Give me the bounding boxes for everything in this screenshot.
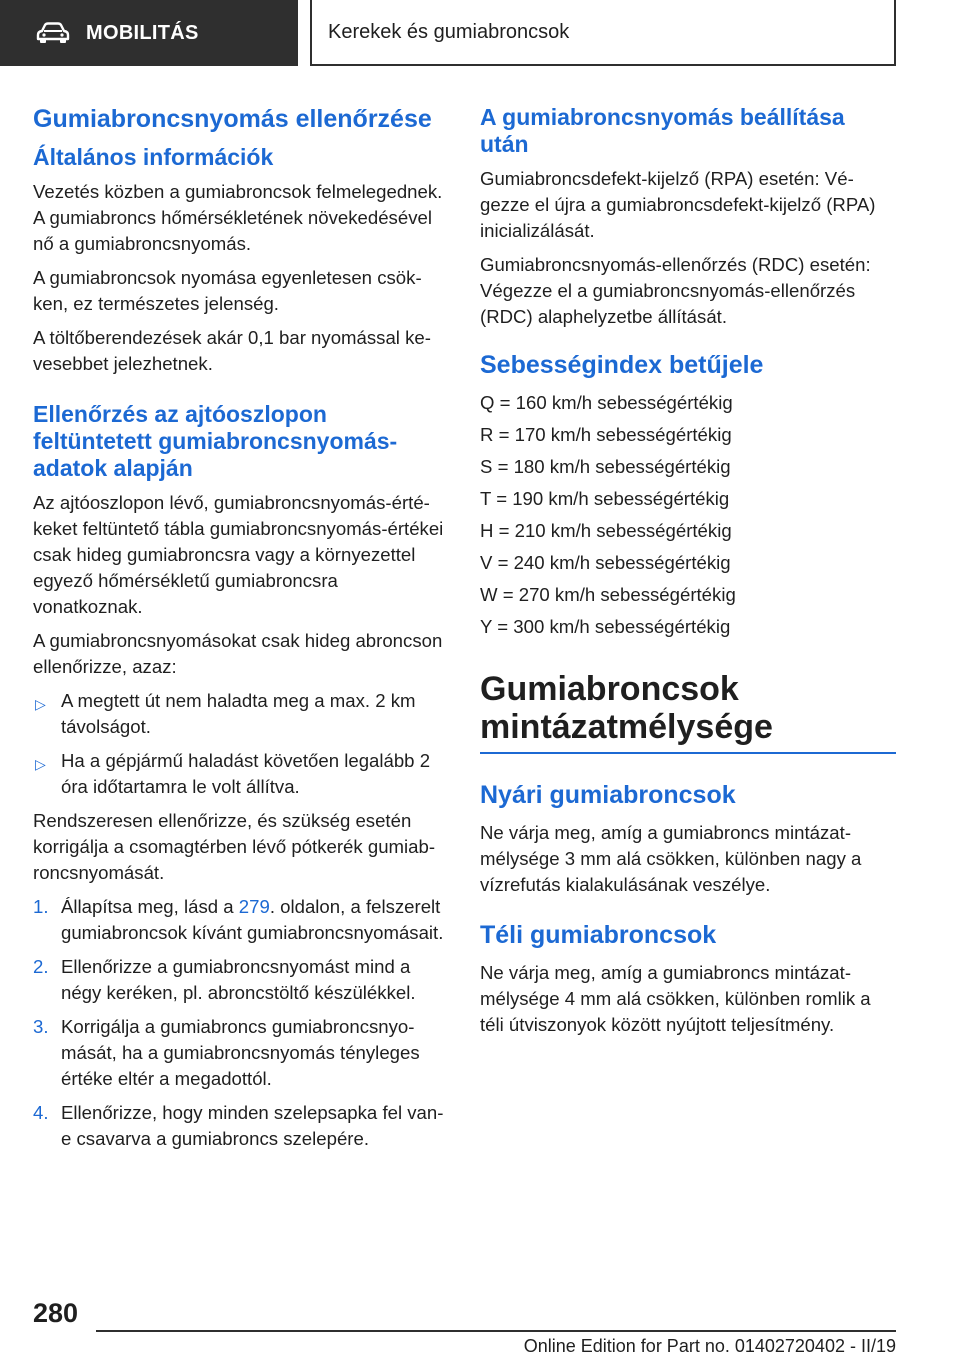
triangle-bullet-icon: ▷	[35, 756, 46, 772]
page-reference-link[interactable]: 279	[238, 896, 270, 917]
steps-list	[33, 894, 449, 1152]
triangle-bullet-icon: ▷	[35, 696, 46, 712]
speed-index-item: T = 190 km/h sebességértékig	[480, 488, 730, 509]
list-item: ▷ Ha a gépjármű haladást követően legalább 2 óra időtartamra le volt állítva.	[35, 750, 431, 797]
page-footer	[0, 1290, 960, 1362]
after-adjust-heading: A gumiabroncsnyomás beállítása után	[480, 104, 845, 157]
step-item: 2. Ellenőrizze a gumiabroncsnyomást mind a négy keréken, pl. abroncstöltő készülékkel.	[33, 956, 416, 1003]
speed-index-item: S = 180 km/h sebességértékig	[480, 456, 731, 477]
step-item: 3. Korrigálja a gumiabroncs gumiabroncsnyomását, ha a gumiabroncsnyomás tényleges értéke eltér a megadottól.	[33, 1016, 420, 1089]
page-header	[0, 0, 960, 66]
edition-text: Online Edition for Part no. 01402720402 - II/19	[523, 1336, 896, 1356]
paragraph: Ne várja meg, amíg a gumiabroncs mintázatmélysége 4 mm alá csökken, különben romlik a téli útviszonyok között nyújtott teljesítmény.	[480, 962, 871, 1035]
footer-divider	[96, 1330, 896, 1332]
paragraph: Gumiabroncsdefekt-kijelző (RPA) esetén: Végezze el újra a gumiabroncsdefekt-kijelző (RPA) inicializálását.	[480, 168, 876, 241]
chapter-tab	[310, 0, 896, 66]
door-pillar-heading: Ellenőrzés az ajtóoszlopon feltüntetett gumiabroncsnyomásadatok alapján	[33, 401, 398, 481]
step-number: 4.	[33, 1102, 49, 1123]
speed-index-item: R = 170 km/h sebességértékig	[480, 424, 732, 445]
chapter-label: Kerekek és gumiabroncsok	[328, 20, 570, 43]
speed-index-item: V = 240 km/h sebességértékig	[480, 552, 731, 573]
speed-index-item: Y = 300 km/h sebességértékig	[480, 616, 731, 637]
right-column	[480, 98, 896, 1046]
general-info-heading: Általános információk	[33, 144, 274, 170]
paragraph: Gumiabroncsnyomás-ellenőrzés (RDC) esetén: Végezze el a gumiabroncsnyomás-ellenőrzés (RDC) alaphelyzetbe állítását.	[480, 254, 871, 327]
step-number: 3.	[33, 1016, 49, 1037]
section-title: Gumiabroncsnyomás ellenőrzése	[33, 105, 432, 133]
paragraph: Ne várja meg, amíg a gumiabroncs mintázatmélysége 3 mm alá csökken, különben nagy a vízrefutás kialakulásának veszélye.	[480, 822, 862, 895]
speed-index-item: W = 270 km/h sebességértékig	[480, 584, 736, 605]
summer-tires-heading: Nyári gumiabroncsok	[480, 781, 736, 809]
paragraph: Az ajtóoszlopon lévő, gumiabroncsnyomás-értékeket feltüntető tábla gumiabroncsnyomás-értékei csak hideg gumiabroncsra vagy a környezettel egyező hőmérsékletű gumiabroncsra vonatkoznak.	[33, 492, 444, 617]
step-number: 2.	[33, 956, 49, 977]
speed-index-heading: Sebességindex betűjele	[480, 351, 764, 379]
paragraph: A töltőberendezések akár 0,1 bar nyomással kevesebbet jelezhetnek.	[33, 327, 431, 374]
step-item: 1. Állapítsa meg, lásd a 279. oldalon, a felszerelt gumiabroncsok kívánt gumiabroncsnyomásait.	[33, 896, 444, 943]
step-number: 1.	[33, 896, 49, 917]
speed-index-item: Q = 160 km/h sebességértékig	[480, 392, 733, 413]
tread-depth-heading: Gumiabroncsok mintázatmélysége	[480, 670, 896, 754]
list-item: ▷ A megtett út nem haladta meg a max. 2 km távolságot.	[35, 690, 416, 737]
left-column	[33, 98, 449, 1160]
car-icon	[36, 22, 70, 44]
condition-list	[33, 688, 449, 800]
paragraph: Vezetés közben a gumiabroncsok felmelegednek. A gumiabroncs hőmérsékletének növekedésével nő a gumiabroncsnyomás.	[33, 181, 443, 254]
paragraph: A gumiabroncsok nyomása egyenletesen csökken, ez természetes jelenség.	[33, 267, 422, 314]
winter-tires-heading: Téli gumiabroncsok	[480, 921, 717, 949]
section-label: MOBILITÁS	[86, 21, 199, 44]
step-item: 4. Ellenőrizze, hogy minden szelepsapka fel van-e csavarva a gumiabroncs szelepére.	[33, 1102, 444, 1149]
paragraph: A gumiabroncsnyomásokat csak hideg abroncson ellenőrizze, azaz:	[33, 630, 443, 677]
paragraph: Rendszeresen ellenőrizze, és szükség esetén korrigálja a csomagtérben lévő pótkerék gumiabroncsnyomását.	[33, 810, 436, 883]
section-tab	[0, 0, 298, 66]
speed-index-item: H = 210 km/h sebességértékig	[480, 520, 732, 541]
page-number: 280	[33, 1298, 79, 1328]
